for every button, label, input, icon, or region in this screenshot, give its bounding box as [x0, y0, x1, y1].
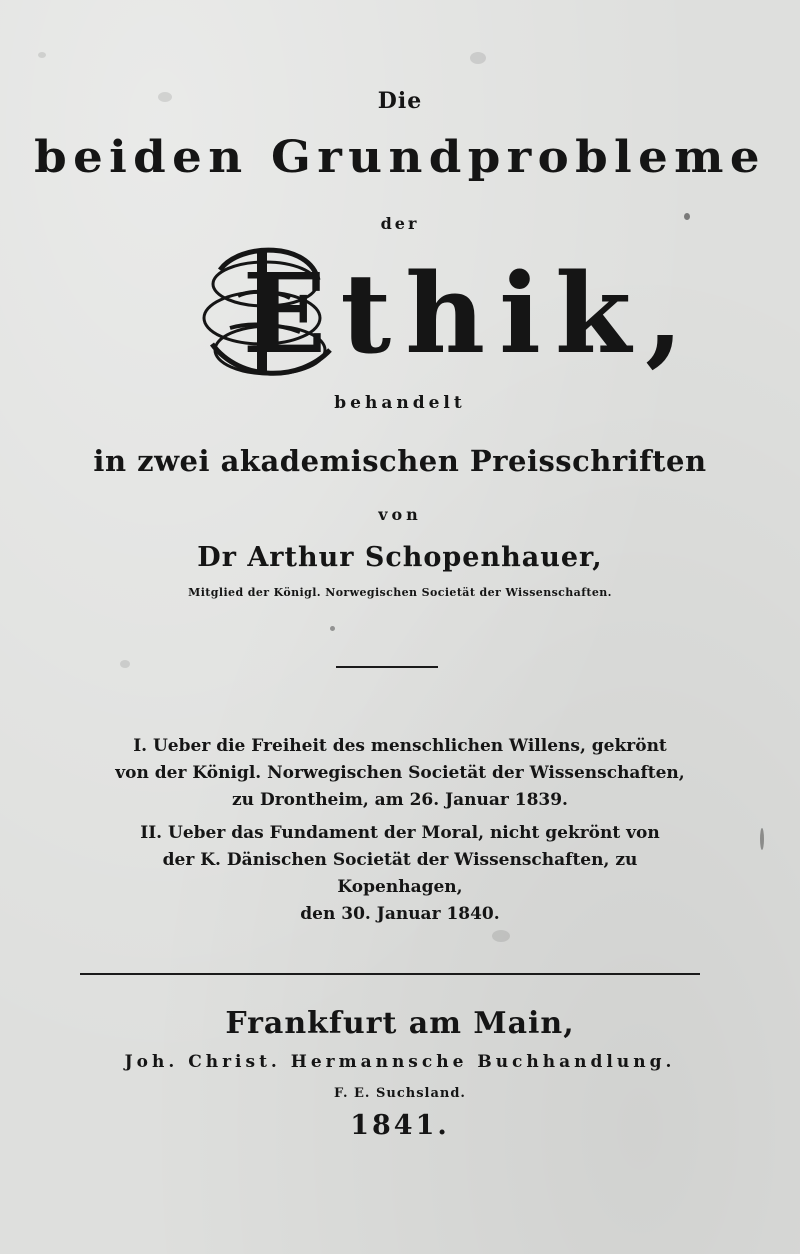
imprint-city: Frankfurt am Main, [225, 1006, 575, 1041]
ethik-word: Ethik, [242, 249, 698, 378]
prize-essay-1-heading: Ueber die Freiheit des menschlichen Willens, gekrönt [152, 736, 667, 756]
title-line-von: von [378, 505, 422, 524]
paper-speck [330, 626, 335, 631]
long-divider-rule [80, 973, 700, 975]
imprint-proprietor: F. E. Suchsland. [334, 1086, 466, 1101]
main-title: beiden Grundprobleme [34, 132, 766, 183]
title-line-behandelt: behandelt [334, 393, 466, 413]
author-name: Dr Arthur Schopenhauer, [197, 542, 603, 573]
prize-essay-2-line-2: der K. Dänischen Societät der Wissenschaften, zu Kopenhagen, [162, 850, 638, 897]
prize-essay-2-line-1 [100, 820, 700, 847]
title-line-die: Die [377, 88, 423, 114]
prize-essay-2-line-3: den 30. Januar 1840. [300, 904, 500, 924]
prize-essay-2 [100, 820, 700, 928]
prize-essay-1-line-1 [100, 733, 700, 760]
author-affiliation: Mitglied der Königl. Norwegischen Societät der Wissenschaften. [188, 586, 612, 599]
prize-essay-1-numeral: I. [133, 736, 148, 756]
prize-essay-2-heading: Ueber das Fundament der Moral, nicht gekrönt von [168, 823, 660, 843]
paper-speck [120, 660, 130, 668]
prize-essay-2-numeral: II. [140, 823, 163, 843]
title-line-der: der [380, 214, 420, 233]
subtitle: in zwei akademischen Preisschriften [93, 444, 707, 478]
ethik-ornament-svg [0, 232, 800, 382]
prize-essay-1-line-2: von der Königl. Norwegischen Societät der Wissenschaften, [115, 763, 685, 783]
paper-speck [470, 52, 486, 64]
prize-essay-1 [100, 733, 700, 814]
prize-essay-1-line-3: zu Drontheim, am 26. Januar 1839. [232, 790, 568, 810]
ethik-ornamental-title [0, 232, 800, 382]
paper-speck [38, 52, 46, 58]
paper-speck [492, 930, 510, 942]
paper-speck [760, 828, 764, 850]
short-divider-rule [336, 666, 438, 668]
imprint-year: 1841. [350, 1110, 450, 1141]
imprint-publisher: Joh. Christ. Hermannsche Buchhandlung. [124, 1052, 676, 1072]
